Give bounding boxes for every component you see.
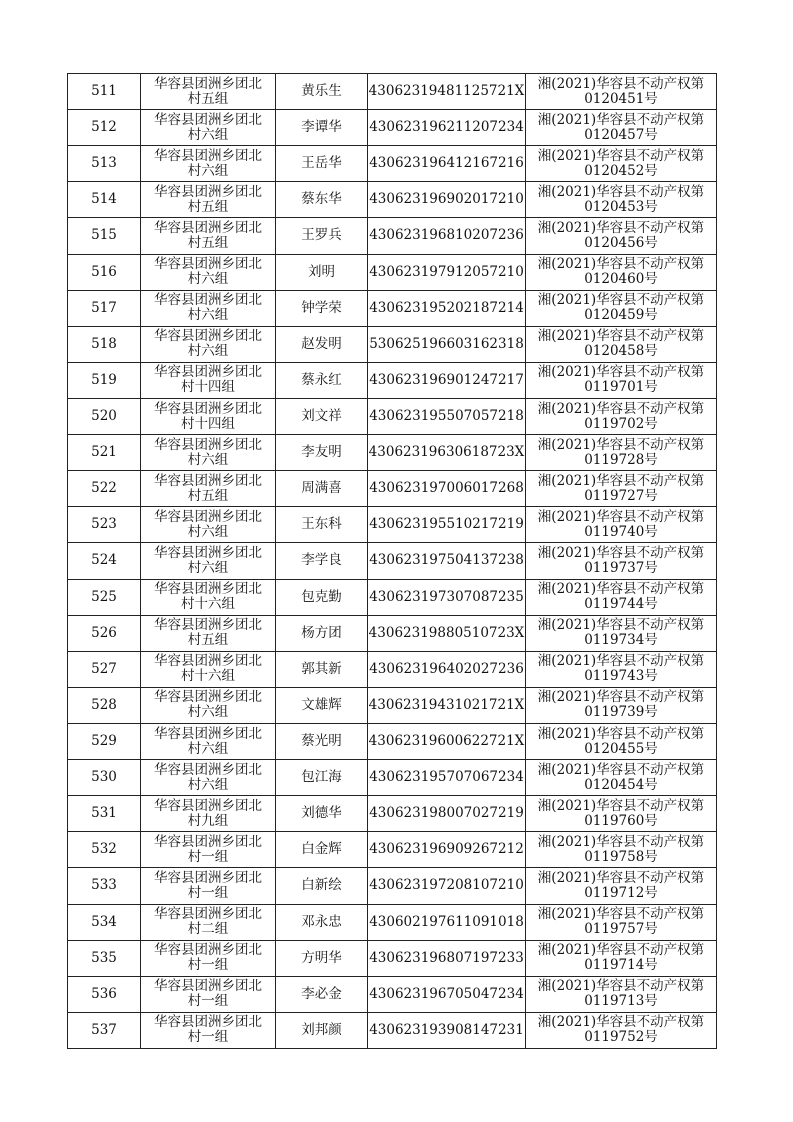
address-line-2: 村一组 xyxy=(187,884,229,901)
certificate-cell xyxy=(526,218,717,254)
certificate-cell xyxy=(526,868,717,904)
table-row xyxy=(68,796,717,832)
row-number: 522 xyxy=(68,471,141,507)
owner-name: 李必金 xyxy=(276,976,368,1012)
certificate-line-2: 0119739号 xyxy=(584,704,658,721)
certificate-line-2: 0120454号 xyxy=(584,776,658,793)
address-line-1: 华容县团洲乡团北 xyxy=(154,75,262,92)
certificate-line-1: 湘(2021)华容县不动产权第 xyxy=(537,833,705,850)
table-row xyxy=(68,218,717,254)
owner-name: 文雄辉 xyxy=(276,687,368,723)
certificate-cell xyxy=(526,615,717,651)
address-line-2: 村六组 xyxy=(187,126,229,143)
id-number: 43062319880510723X xyxy=(368,615,526,651)
row-number: 515 xyxy=(68,218,141,254)
id-number: 430623193908147231 xyxy=(368,1012,526,1048)
row-number: 530 xyxy=(68,760,141,796)
certificate-line-2: 0120457号 xyxy=(584,126,658,143)
row-number: 525 xyxy=(68,579,141,615)
id-number: 430623195202187214 xyxy=(368,290,526,326)
owner-name: 周满喜 xyxy=(276,471,368,507)
id-number: 430623196402027236 xyxy=(368,651,526,687)
owner-name: 包克勤 xyxy=(276,579,368,615)
table-body xyxy=(68,74,717,1049)
certificate-line-1: 湘(2021)华容县不动产权第 xyxy=(537,544,705,561)
address-cell xyxy=(141,507,276,543)
certificate-line-2: 0120452号 xyxy=(584,162,658,179)
certificate-line-2: 0119701号 xyxy=(584,379,658,396)
table-row xyxy=(68,1012,717,1048)
certificate-line-1: 湘(2021)华容县不动产权第 xyxy=(537,906,705,923)
address-line-2: 村五组 xyxy=(187,198,229,215)
id-number: 43062319481125721X xyxy=(368,74,526,110)
table-row xyxy=(68,615,717,651)
address-cell xyxy=(141,615,276,651)
certificate-cell xyxy=(526,435,717,471)
address-line-2: 村一组 xyxy=(187,993,229,1010)
address-cell xyxy=(141,218,276,254)
table-row xyxy=(68,723,717,759)
owner-name: 赵发明 xyxy=(276,326,368,362)
address-line-2: 村六组 xyxy=(187,740,229,757)
address-line-1: 华容县团洲乡团北 xyxy=(154,617,262,634)
address-line-2: 村二组 xyxy=(187,921,229,938)
id-number: 43062319431021721X xyxy=(368,687,526,723)
address-line-1: 华容县团洲乡团北 xyxy=(154,364,262,381)
certificate-cell xyxy=(526,290,717,326)
row-number: 528 xyxy=(68,687,141,723)
address-line-1: 华容县团洲乡团北 xyxy=(154,761,262,778)
certificate-line-1: 湘(2021)华容县不动产权第 xyxy=(537,942,705,959)
row-number: 512 xyxy=(68,110,141,146)
certificate-line-1: 湘(2021)华容县不动产权第 xyxy=(537,219,705,236)
certificate-cell xyxy=(526,398,717,434)
id-number: 530625196603162318 xyxy=(368,326,526,362)
certificate-cell xyxy=(526,326,717,362)
id-number: 430602197611091018 xyxy=(368,904,526,940)
table-row xyxy=(68,940,717,976)
address-line-1: 华容县团洲乡团北 xyxy=(154,219,262,236)
table-row xyxy=(68,543,717,579)
certificate-line-2: 0119728号 xyxy=(584,451,658,468)
certificate-line-2: 0119734号 xyxy=(584,632,658,649)
id-number: 430623198007027219 xyxy=(368,796,526,832)
address-cell xyxy=(141,760,276,796)
owner-name: 李学良 xyxy=(276,543,368,579)
property-registry-table xyxy=(67,73,717,1049)
certificate-line-2: 0119760号 xyxy=(584,812,658,829)
certificate-line-1: 湘(2021)华容县不动产权第 xyxy=(537,689,705,706)
id-number: 430623197912057210 xyxy=(368,254,526,290)
certificate-line-2: 0120459号 xyxy=(584,307,658,324)
address-cell xyxy=(141,254,276,290)
table-row xyxy=(68,760,717,796)
address-line-1: 华容县团洲乡团北 xyxy=(154,183,262,200)
certificate-line-2: 0119713号 xyxy=(584,993,658,1010)
certificate-cell xyxy=(526,543,717,579)
table-row xyxy=(68,146,717,182)
row-number: 513 xyxy=(68,146,141,182)
row-number: 514 xyxy=(68,182,141,218)
certificate-line-1: 湘(2021)华容县不动产权第 xyxy=(537,436,705,453)
address-line-2: 村六组 xyxy=(187,523,229,540)
address-line-2: 村一组 xyxy=(187,957,229,974)
owner-name: 郭其新 xyxy=(276,651,368,687)
owner-name: 王岳华 xyxy=(276,146,368,182)
certificate-line-1: 湘(2021)华容县不动产权第 xyxy=(537,328,705,345)
address-cell xyxy=(141,1012,276,1048)
owner-name: 王罗兵 xyxy=(276,218,368,254)
address-line-2: 村十六组 xyxy=(181,596,235,613)
id-number: 430623195507057218 xyxy=(368,398,526,434)
certificate-line-2: 0119744号 xyxy=(584,596,658,613)
address-cell xyxy=(141,832,276,868)
address-cell xyxy=(141,687,276,723)
address-line-2: 村六组 xyxy=(187,271,229,288)
address-line-1: 华容县团洲乡团北 xyxy=(154,1014,262,1031)
certificate-line-2: 0119737号 xyxy=(584,559,658,576)
id-number: 430623196705047234 xyxy=(368,976,526,1012)
row-number: 532 xyxy=(68,832,141,868)
owner-name: 李谭华 xyxy=(276,110,368,146)
owner-name: 邓永忠 xyxy=(276,904,368,940)
address-line-1: 华容县团洲乡团北 xyxy=(154,689,262,706)
row-number: 511 xyxy=(68,74,141,110)
id-number: 430623196807197233 xyxy=(368,940,526,976)
address-line-2: 村十六组 xyxy=(181,668,235,685)
id-number: 430623196211207234 xyxy=(368,110,526,146)
owner-name: 白金辉 xyxy=(276,832,368,868)
table-row xyxy=(68,868,717,904)
address-line-1: 华容县团洲乡团北 xyxy=(154,942,262,959)
certificate-line-2: 0119702号 xyxy=(584,415,658,432)
address-cell xyxy=(141,976,276,1012)
id-number: 430623195707067234 xyxy=(368,760,526,796)
address-line-2: 村六组 xyxy=(187,776,229,793)
address-line-2: 村六组 xyxy=(187,451,229,468)
certificate-line-2: 0119727号 xyxy=(584,487,658,504)
row-number: 516 xyxy=(68,254,141,290)
row-number: 523 xyxy=(68,507,141,543)
address-cell xyxy=(141,868,276,904)
certificate-line-2: 0120460号 xyxy=(584,271,658,288)
address-cell xyxy=(141,579,276,615)
certificate-line-2: 0120455号 xyxy=(584,740,658,757)
id-number: 430623197006017268 xyxy=(368,471,526,507)
certificate-line-2: 0119752号 xyxy=(584,1029,658,1046)
row-number: 526 xyxy=(68,615,141,651)
address-cell xyxy=(141,110,276,146)
address-cell xyxy=(141,74,276,110)
certificate-line-2: 0120453号 xyxy=(584,198,658,215)
table-row xyxy=(68,435,717,471)
owner-name: 白新绘 xyxy=(276,868,368,904)
certificate-cell xyxy=(526,940,717,976)
id-number: 430623195510217219 xyxy=(368,507,526,543)
address-line-1: 华容县团洲乡团北 xyxy=(154,978,262,995)
certificate-line-1: 湘(2021)华容县不动产权第 xyxy=(537,292,705,309)
certificate-line-2: 0119743号 xyxy=(584,668,658,685)
address-line-2: 村五组 xyxy=(187,632,229,649)
table-row xyxy=(68,579,717,615)
certificate-line-2: 0120456号 xyxy=(584,234,658,251)
certificate-cell xyxy=(526,146,717,182)
address-cell xyxy=(141,290,276,326)
table-row xyxy=(68,182,717,218)
certificate-line-1: 湘(2021)华容县不动产权第 xyxy=(537,761,705,778)
row-number: 527 xyxy=(68,651,141,687)
table-row xyxy=(68,290,717,326)
table-row xyxy=(68,398,717,434)
id-number: 43062319630618723X xyxy=(368,435,526,471)
certificate-cell xyxy=(526,579,717,615)
certificate-line-1: 湘(2021)华容县不动产权第 xyxy=(537,869,705,886)
certificate-line-1: 湘(2021)华容县不动产权第 xyxy=(537,1014,705,1031)
row-number: 537 xyxy=(68,1012,141,1048)
id-number: 430623196810207236 xyxy=(368,218,526,254)
address-line-1: 华容县团洲乡团北 xyxy=(154,797,262,814)
address-line-1: 华容县团洲乡团北 xyxy=(154,400,262,417)
certificate-cell xyxy=(526,723,717,759)
address-line-1: 华容县团洲乡团北 xyxy=(154,906,262,923)
owner-name: 包江海 xyxy=(276,760,368,796)
certificate-cell xyxy=(526,1012,717,1048)
certificate-cell xyxy=(526,471,717,507)
certificate-line-1: 湘(2021)华容县不动产权第 xyxy=(537,183,705,200)
owner-name: 钟学荣 xyxy=(276,290,368,326)
address-line-2: 村十四组 xyxy=(181,379,235,396)
owner-name: 李友明 xyxy=(276,435,368,471)
certificate-line-1: 湘(2021)华容县不动产权第 xyxy=(537,653,705,670)
table-row xyxy=(68,904,717,940)
id-number: 430623196902017210 xyxy=(368,182,526,218)
address-cell xyxy=(141,398,276,434)
address-line-1: 华容县团洲乡团北 xyxy=(154,472,262,489)
table-row xyxy=(68,687,717,723)
certificate-line-1: 湘(2021)华容县不动产权第 xyxy=(537,147,705,164)
certificate-line-1: 湘(2021)华容县不动产权第 xyxy=(537,617,705,634)
table-row xyxy=(68,832,717,868)
certificate-line-2: 0119740号 xyxy=(584,523,658,540)
row-number: 517 xyxy=(68,290,141,326)
owner-name: 蔡光明 xyxy=(276,723,368,759)
address-cell xyxy=(141,146,276,182)
certificate-cell xyxy=(526,976,717,1012)
address-line-2: 村六组 xyxy=(187,162,229,179)
table-row xyxy=(68,326,717,362)
address-line-1: 华容县团洲乡团北 xyxy=(154,256,262,273)
id-number: 430623197307087235 xyxy=(368,579,526,615)
certificate-cell xyxy=(526,796,717,832)
table-row xyxy=(68,254,717,290)
address-cell xyxy=(141,651,276,687)
id-number: 430623196901247217 xyxy=(368,362,526,398)
row-number: 536 xyxy=(68,976,141,1012)
row-number: 520 xyxy=(68,398,141,434)
certificate-cell xyxy=(526,651,717,687)
row-number: 529 xyxy=(68,723,141,759)
certificate-cell xyxy=(526,362,717,398)
certificate-line-1: 湘(2021)华容县不动产权第 xyxy=(537,364,705,381)
row-number: 534 xyxy=(68,904,141,940)
owner-name: 蔡永红 xyxy=(276,362,368,398)
owner-name: 刘明 xyxy=(276,254,368,290)
certificate-line-1: 湘(2021)华容县不动产权第 xyxy=(537,472,705,489)
owner-name: 方明华 xyxy=(276,940,368,976)
id-number: 430623196412167216 xyxy=(368,146,526,182)
address-line-2: 村六组 xyxy=(187,343,229,360)
owner-name: 蔡东华 xyxy=(276,182,368,218)
address-line-1: 华容县团洲乡团北 xyxy=(154,508,262,525)
address-line-1: 华容县团洲乡团北 xyxy=(154,725,262,742)
address-line-1: 华容县团洲乡团北 xyxy=(154,653,262,670)
owner-name: 黄乐生 xyxy=(276,74,368,110)
certificate-line-2: 0119712号 xyxy=(584,884,658,901)
table-row xyxy=(68,507,717,543)
certificate-cell xyxy=(526,832,717,868)
certificate-line-2: 0119757号 xyxy=(584,921,658,938)
address-cell xyxy=(141,326,276,362)
certificate-cell xyxy=(526,74,717,110)
row-number: 524 xyxy=(68,543,141,579)
owner-name: 刘德华 xyxy=(276,796,368,832)
row-number: 518 xyxy=(68,326,141,362)
certificate-line-1: 湘(2021)华容县不动产权第 xyxy=(537,75,705,92)
id-number: 43062319600622721X xyxy=(368,723,526,759)
id-number: 430623197504137238 xyxy=(368,543,526,579)
row-number: 535 xyxy=(68,940,141,976)
address-line-1: 华容县团洲乡团北 xyxy=(154,544,262,561)
address-line-1: 华容县团洲乡团北 xyxy=(154,833,262,850)
certificate-cell xyxy=(526,687,717,723)
certificate-line-2: 0120458号 xyxy=(584,343,658,360)
certificate-cell xyxy=(526,182,717,218)
address-cell xyxy=(141,182,276,218)
address-cell xyxy=(141,796,276,832)
address-line-1: 华容县团洲乡团北 xyxy=(154,111,262,128)
address-line-2: 村六组 xyxy=(187,704,229,721)
owner-name: 刘文祥 xyxy=(276,398,368,434)
certificate-line-1: 湘(2021)华容县不动产权第 xyxy=(537,400,705,417)
certificate-cell xyxy=(526,507,717,543)
certificate-line-1: 湘(2021)华容县不动产权第 xyxy=(537,725,705,742)
table-row xyxy=(68,110,717,146)
address-line-1: 华容县团洲乡团北 xyxy=(154,328,262,345)
table-row xyxy=(68,471,717,507)
table-row xyxy=(68,74,717,110)
address-cell xyxy=(141,543,276,579)
certificate-cell xyxy=(526,110,717,146)
row-number: 519 xyxy=(68,362,141,398)
id-number: 430623197208107210 xyxy=(368,868,526,904)
certificate-line-2: 0119714号 xyxy=(584,957,658,974)
address-cell xyxy=(141,435,276,471)
address-line-2: 村十四组 xyxy=(181,415,235,432)
owner-name: 王东科 xyxy=(276,507,368,543)
owner-name: 刘邦颜 xyxy=(276,1012,368,1048)
certificate-cell xyxy=(526,254,717,290)
address-line-1: 华容县团洲乡团北 xyxy=(154,292,262,309)
id-number: 430623196909267212 xyxy=(368,832,526,868)
address-line-2: 村一组 xyxy=(187,1029,229,1046)
certificate-line-1: 湘(2021)华容县不动产权第 xyxy=(537,508,705,525)
certificate-line-2: 0120451号 xyxy=(584,90,658,107)
address-line-2: 村五组 xyxy=(187,487,229,504)
certificate-line-1: 湘(2021)华容县不动产权第 xyxy=(537,978,705,995)
address-line-1: 华容县团洲乡团北 xyxy=(154,436,262,453)
table-row xyxy=(68,362,717,398)
address-cell xyxy=(141,904,276,940)
certificate-line-1: 湘(2021)华容县不动产权第 xyxy=(537,256,705,273)
row-number: 521 xyxy=(68,435,141,471)
address-cell xyxy=(141,940,276,976)
owner-name: 杨方团 xyxy=(276,615,368,651)
table-row xyxy=(68,976,717,1012)
address-line-1: 华容县团洲乡团北 xyxy=(154,147,262,164)
address-line-1: 华容县团洲乡团北 xyxy=(154,869,262,886)
address-line-2: 村一组 xyxy=(187,848,229,865)
certificate-cell xyxy=(526,904,717,940)
certificate-line-1: 湘(2021)华容县不动产权第 xyxy=(537,111,705,128)
certificate-line-1: 湘(2021)华容县不动产权第 xyxy=(537,581,705,598)
address-line-2: 村五组 xyxy=(187,234,229,251)
address-line-2: 村五组 xyxy=(187,90,229,107)
row-number: 531 xyxy=(68,796,141,832)
table-row xyxy=(68,651,717,687)
address-line-2: 村六组 xyxy=(187,307,229,324)
address-cell xyxy=(141,471,276,507)
address-cell xyxy=(141,723,276,759)
address-line-2: 村九组 xyxy=(187,812,229,829)
certificate-cell xyxy=(526,760,717,796)
address-cell xyxy=(141,362,276,398)
address-line-2: 村六组 xyxy=(187,559,229,576)
address-line-1: 华容县团洲乡团北 xyxy=(154,581,262,598)
row-number: 533 xyxy=(68,868,141,904)
certificate-line-1: 湘(2021)华容县不动产权第 xyxy=(537,797,705,814)
certificate-line-2: 0119758号 xyxy=(584,848,658,865)
